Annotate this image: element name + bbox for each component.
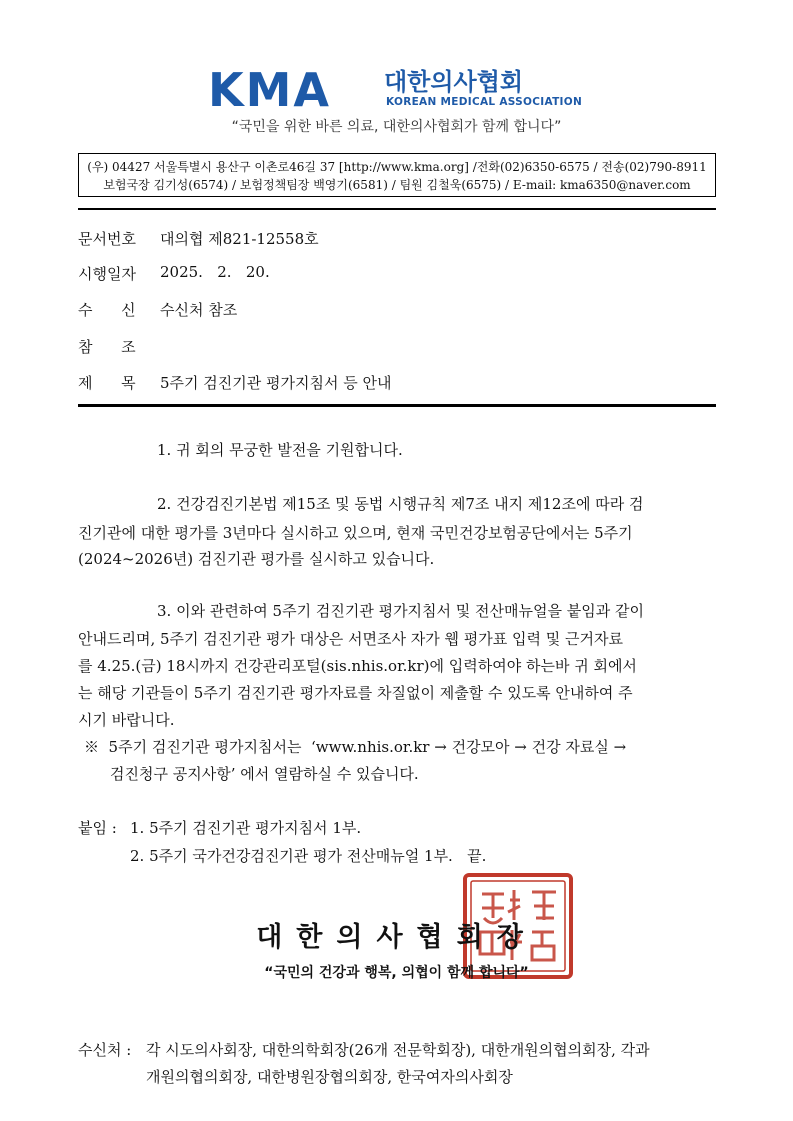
paragraph-3-line: 를 4.25.(금) 18시까지 건강관리포털(sis.nhis.or.kr)에 입력하여야 하는바 귀 회에서	[78, 657, 637, 675]
date-label: 시행일자	[78, 265, 136, 283]
signature-motto: “국민의 건강과 행복, 의협이 함께 합니다”	[264, 965, 529, 981]
note-line: 검진청구 공지사항’ 에서 열람하실 수 있습니다.	[110, 765, 419, 783]
paragraph-3-line: 시기 바랍니다.	[78, 711, 175, 729]
recipients-label: 수신처 :	[78, 1041, 132, 1059]
recipient: 수신처 참조	[160, 301, 238, 319]
divider-thick	[78, 404, 716, 407]
date: 2025. 2. 20.	[160, 263, 270, 281]
paragraph-2-line: (2024~2026년) 검진기관 평가를 실시하고 있습니다.	[78, 550, 435, 568]
paragraph-2-line: 2. 건강검진기본법 제15조 및 동법 시행규칙 제7조 내지 제12조에 따라 검	[157, 495, 644, 513]
attachment-item: 1. 5주기 검진기관 평가지침서 1부.	[130, 819, 362, 837]
paragraph-3-line: 3. 이와 관련하여 5주기 검진기관 평가지침서 및 전산매뉴얼을 붙임과 같이	[157, 602, 644, 620]
paragraph-1: 1. 귀 회의 무궁한 발전을 기원합니다.	[157, 441, 403, 459]
recipient-label: 수 신	[78, 301, 136, 319]
paragraph-3-line: 는 해당 기관들이 5주기 검진기관 평가자료를 차질없이 제출할 수 있도록 안내하여 주	[78, 684, 633, 702]
subject-label: 제 목	[78, 374, 136, 392]
paragraph-2-line: 진기관에 대한 평가를 3년마다 실시하고 있으며, 현재 국민건강보험공단에서는 5주기	[78, 524, 633, 542]
attachment-item: 2. 5주기 국가건강검진기관 평가 전산매뉴얼 1부. 끝.	[130, 847, 487, 865]
subject: 5주기 검진기관 평가지침서 등 안내	[160, 374, 392, 392]
address-line-1: (우) 04427 서울특별시 용산구 이촌로46길 37 [http://www.kma.org] /전화(02)6350-6575 / 전송(02)790-8911	[87, 160, 707, 174]
logo-abbr: KMA	[208, 63, 332, 117]
recipients-line: 개원의협의회장, 대한병원장협의회장, 한국여자의사회장	[146, 1068, 513, 1086]
signature-name: 대한의사협회장	[256, 922, 537, 953]
paragraph-3-line: 안내드리며, 5주기 검진기관 평가 대상은 서면조사 자가 웹 평가표 입력 및 근거자료	[78, 630, 623, 648]
divider	[78, 208, 716, 210]
ref-label: 참 조	[78, 338, 136, 356]
address-line-2: 보험국장 김기성(6574) / 보험정책팀장 백영기(6581) / 팀원 김철욱(6575) / E-mail: kma6350@naver.com	[103, 178, 691, 192]
doc-no: 대의협 제821-12558호	[160, 230, 319, 248]
logo-korean: 대한의사협회	[384, 68, 524, 96]
attachments-label: 붙임 :	[78, 819, 117, 837]
recipients-line: 각 시도의사회장, 대한의학회장(26개 전문학회장), 대한개원의협의회장, 각과	[146, 1041, 650, 1059]
doc-no-label: 문서번호	[78, 230, 136, 248]
slogan: “국민을 위한 바른 의료, 대한의사협회가 함께 합니다”	[231, 119, 562, 135]
note-line: ※ 5주기 검진기관 평가지침서는 ‘www.nhis.or.kr → 건강모아 → 건강 자료실 →	[84, 738, 627, 756]
logo-english: KOREAN MEDICAL ASSOCIATION	[386, 96, 583, 108]
